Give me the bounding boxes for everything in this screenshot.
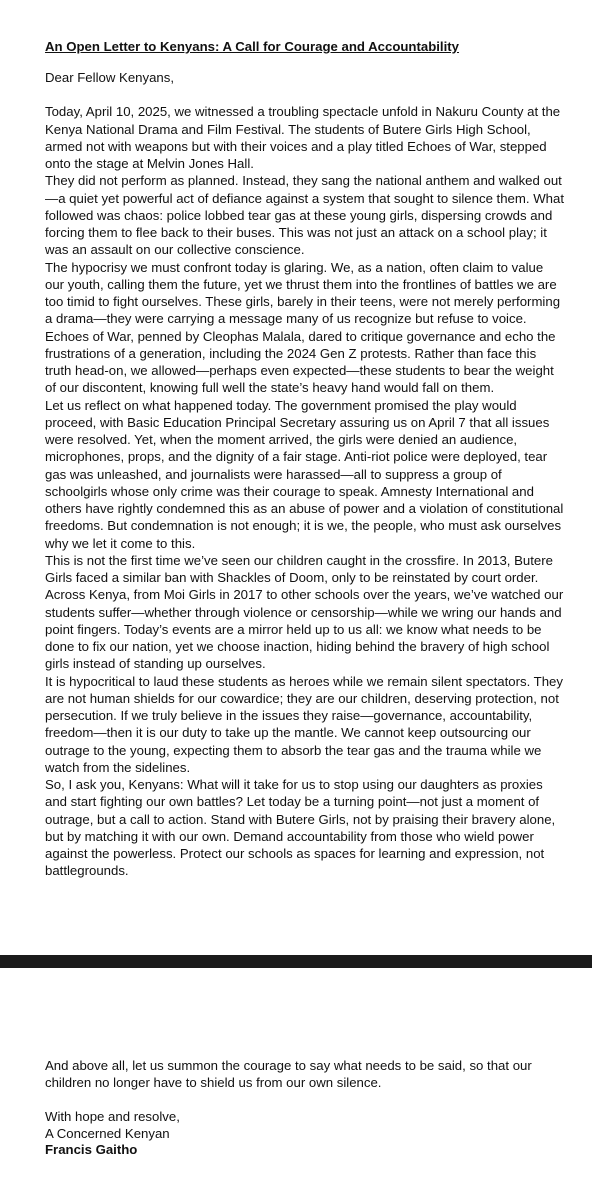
paragraph: This is not the first time we’ve seen our children caught in the crossfire. In 2013, Butere Girls faced a similar ban with Shackles of Doom, only to be reinstated by court order. Across Kenya, from Moi Girls in 2017 to other schools over the years, we’ve watched our students suffer—whether through violence or censorship—while we wring our hands and point fingers. Today’s events are a mirror held up to us all: we know what needs to be done to fix our nation, yet we choose inaction, hiding behind the bravery of high school girls instead of standing up ourselves. [45,552,564,672]
valediction: With hope and resolve, [45,1109,180,1124]
signoff-block [45,1109,565,1159]
paragraph: Today, April 10, 2025, we witnessed a troubling spectacle unfold in Nakuru County at the Kenya National Drama and Film Festival. The students of Butere Girls High School, armed not with weapons but with their voices and a play titled Echoes of War, stepped onto the stage at Melvin Jones Hall. [45,104,561,171]
signer-name: Francis Gaitho [45,1142,138,1157]
closing-paragraph: And above all, let us summon the courage to say what needs to be said, so that our children no longer have to shield us from our own silence. [45,1058,532,1091]
salutation: Dear Fellow Kenyans, [45,70,175,85]
paragraph: So, I ask you, Kenyans: What will it take for us to stop using our daughters as proxies and start fighting our own battles? Let today be a turning point—not just a moment of outrage, but a call to action. Stand with Butere Girls, not by praising their bravery alone, but by matching it with our own. Demand accountability from those who wield power against the powerless. Protect our schools as spaces for learning and expression, not battlegrounds. [45,777,556,879]
page-divider [0,955,592,968]
paragraph: It is hypocritical to laud these students as heroes while we remain silent spectators. They are not human shields for our cowardice; they are our children, deserving protection, not persecution. If we truly believe in the issues they raise—governance, accountability, freedom—then it is our duty to take up the mantle. We cannot keep outsourcing our outrage to the young, expecting them to absorb the tear gas and the trauma while we watch from the sidelines. [45,673,563,775]
closing-section [45,1057,565,1092]
letter-title: An Open Letter to Kenyans: A Call for Courage and Accountability [45,39,459,54]
paragraph: Let us reflect on what happened today. The government promised the play would proceed, with Basic Education Principal Secretary assuring us on April 7 that all issues were resolved. Yet, when the moment arrived, the girls were denied an audience, microphones, props, and the dignity of a fair stage. Anti-riot police were deployed, tear gas was unleashed, and journalists were harassed—all to suppress a group of schoolgirls whose only crime was their courage to speak. Amnesty International and others have rightly condemned this as an abuse of power and a violation of constitutional freedoms. But condemnation is not enough; it is we, the people, who must ask ourselves why we let it come to this. [45,397,564,551]
letter-body [45,38,565,880]
paragraph: They did not perform as planned. Instead, they sang the national anthem and walked out—a quiet yet powerful act of defiance against a system that sought to silence them. What followed was chaos: police lobbed tear gas at these young girls, dispersing crowds and forcing them to flee back to their buses. This was not just an attack on a school play; it was an assault on our collective conscience. [45,173,564,258]
paragraph: The hypocrisy we must confront today is glaring. We, as a nation, often claim to value our youth, calling them the future, yet we thrust them into the frontlines of battles we are too timid to fight ourselves. These girls, barely in their teens, were not merely performing a drama—they were carrying a message many of us recognize but refuse to voice. Echoes of War, penned by Cleophas Malala, dared to critique governance and echo the frustrations of a generation, including the 2024 Gen Z protests. Rather than face this truth head-on, we allowed—perhaps even expected—these students to bear the weight of our discontent, knowing full well the state’s heavy hand would fall on them. [45,259,561,396]
signer-descriptor: A Concerned Kenyan [45,1125,170,1141]
